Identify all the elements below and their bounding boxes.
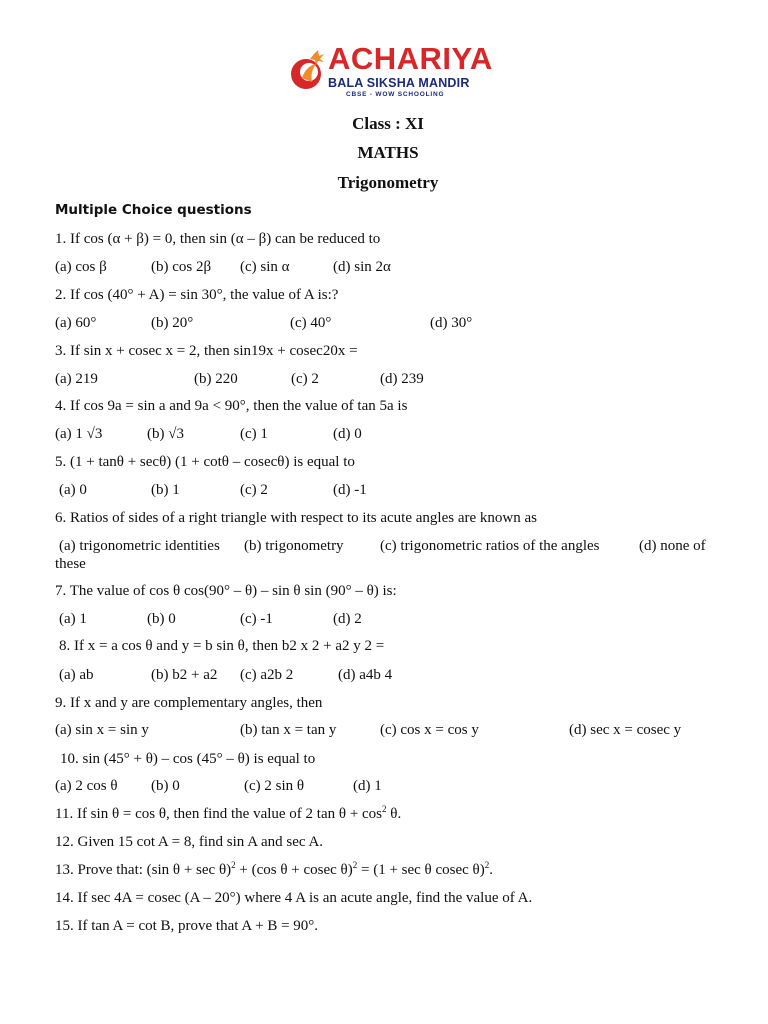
option-d: (d) 0 <box>333 426 362 442</box>
option-b: (b) 20° <box>151 315 194 331</box>
option-d: (d) sec x = cosec y <box>569 722 682 738</box>
question-10: 10. sin (45° + θ) – cos (45° – θ) is equal to <box>60 751 316 767</box>
option-b: (b) cos 2β <box>151 259 212 275</box>
question-1: 1. If cos (α + β) = 0, then sin (α – β) can be reduced to <box>55 231 381 247</box>
question-2: 2. If cos (40° + A) = sin 30°, the value of A is:? <box>55 287 339 303</box>
superscript: 2 <box>484 860 490 870</box>
question-13-part: 13. Prove that: (sin θ + sec θ) <box>55 862 232 878</box>
question-13-part: = (1 + sec θ cosec θ) <box>357 862 485 878</box>
superscript: 2 <box>382 804 387 814</box>
question-7: 7. The value of cos θ cos(90° – θ) – sin θ sin (90° – θ) is: <box>55 583 397 599</box>
option-c: (c) 1 <box>240 426 268 442</box>
option-a: (a) cos β <box>55 259 107 275</box>
option-b: (b) 220 <box>194 371 238 387</box>
question-13 <box>55 861 493 879</box>
option-a: (a) 1 √3 <box>55 426 103 442</box>
option-d: (d) 1 <box>353 778 382 794</box>
option-b: (b) tan x = tan y <box>240 722 337 738</box>
option-d: (d) none of <box>639 538 706 554</box>
question-11-text: 11. If sin θ = cos θ, then find the value of 2 tan θ + cos <box>55 806 383 822</box>
option-d: (d) a4b 4 <box>338 667 393 683</box>
superscript: 2 <box>352 860 358 870</box>
option-d: (d) sin 2α <box>333 259 391 275</box>
question-9: 9. If x and y are complementary angles, then <box>55 695 323 711</box>
question-5: 5. (1 + tanθ + secθ) (1 + cotθ – cosecθ) is equal to <box>55 454 355 470</box>
option-a: (a) 219 <box>55 371 98 387</box>
option-c: (c) 2 <box>291 371 319 387</box>
question-3: 3. If sin x + cosec x = 2, then sin19x + cosec20x = <box>55 343 358 359</box>
logo-flame-icon <box>288 48 328 92</box>
option-b: (b) 0 <box>151 778 180 794</box>
question-11-end: θ. <box>386 806 402 822</box>
option-c: (c) 2 <box>240 482 268 498</box>
logo-tagline: CBSE - WOW SCHOOLING <box>346 91 445 98</box>
class-heading: Class : XI <box>352 114 424 133</box>
question-14: 14. If sec 4A = cosec (A – 20°) where 4 A is an acute angle, find the value of A. <box>55 890 533 906</box>
option-d: (d) 239 <box>380 371 424 387</box>
option-c: (c) 40° <box>290 315 332 331</box>
topic-heading: Trigonometry <box>337 173 439 192</box>
question-12: 12. Given 15 cot A = 8, find sin A and sec A. <box>55 834 324 850</box>
option-c: (c) a2b 2 <box>240 667 294 683</box>
option-c: (c) cos x = cos y <box>380 722 479 738</box>
option-a: (a) sin x = sin y <box>55 722 149 738</box>
subject-heading: MATHS <box>357 143 419 162</box>
option-b: (b) b2 + a2 <box>151 667 218 683</box>
section-title: Multiple Choice questions <box>55 202 252 218</box>
option-c: (c) sin α <box>240 259 290 275</box>
question-8: 8. If x = a cos θ and y = b sin θ, then b2 x 2 + a2 y 2 = <box>59 638 385 654</box>
option-a: (a) ab <box>59 667 94 683</box>
option-d: (d) 2 <box>333 611 362 627</box>
option-c: (c) 2 sin θ <box>244 778 305 794</box>
logo-brand-text: ACHARIYA <box>328 41 493 76</box>
option-b: (b) 1 <box>151 482 180 498</box>
superscript: 2 <box>231 860 236 870</box>
option-b: (b) trigonometry <box>244 538 344 554</box>
option-c: (c) -1 <box>240 611 273 627</box>
question-13-end: . <box>489 862 493 878</box>
logo-subtitle: BALA SIKSHA MANDIR <box>328 76 470 90</box>
option-d: (d) -1 <box>333 482 367 498</box>
option-a: (a) 60° <box>55 315 97 331</box>
question-6-option-d-continued: these <box>55 556 86 572</box>
option-a: (a) trigonometric identities <box>59 538 220 554</box>
school-logo <box>288 41 493 100</box>
question-6: 6. Ratios of sides of a right triangle with respect to its acute angles are known as <box>55 510 537 526</box>
question-11 <box>55 805 401 823</box>
option-b: (b) 0 <box>147 611 176 627</box>
option-d: (d) 30° <box>430 315 473 331</box>
question-4: 4. If cos 9a = sin a and 9a < 90°, then the value of tan 5a is <box>55 398 408 414</box>
option-c: (c) trigonometric ratios of the angles <box>380 538 600 554</box>
option-a: (a) 1 <box>59 611 87 627</box>
option-a: (a) 0 <box>59 482 87 498</box>
option-b: (b) √3 <box>147 426 184 442</box>
option-a: (a) 2 cos θ <box>55 778 118 794</box>
question-13-part: + (cos θ + cosec θ) <box>235 862 353 878</box>
question-15: 15. If tan A = cot B, prove that A + B = 90°. <box>55 918 319 934</box>
